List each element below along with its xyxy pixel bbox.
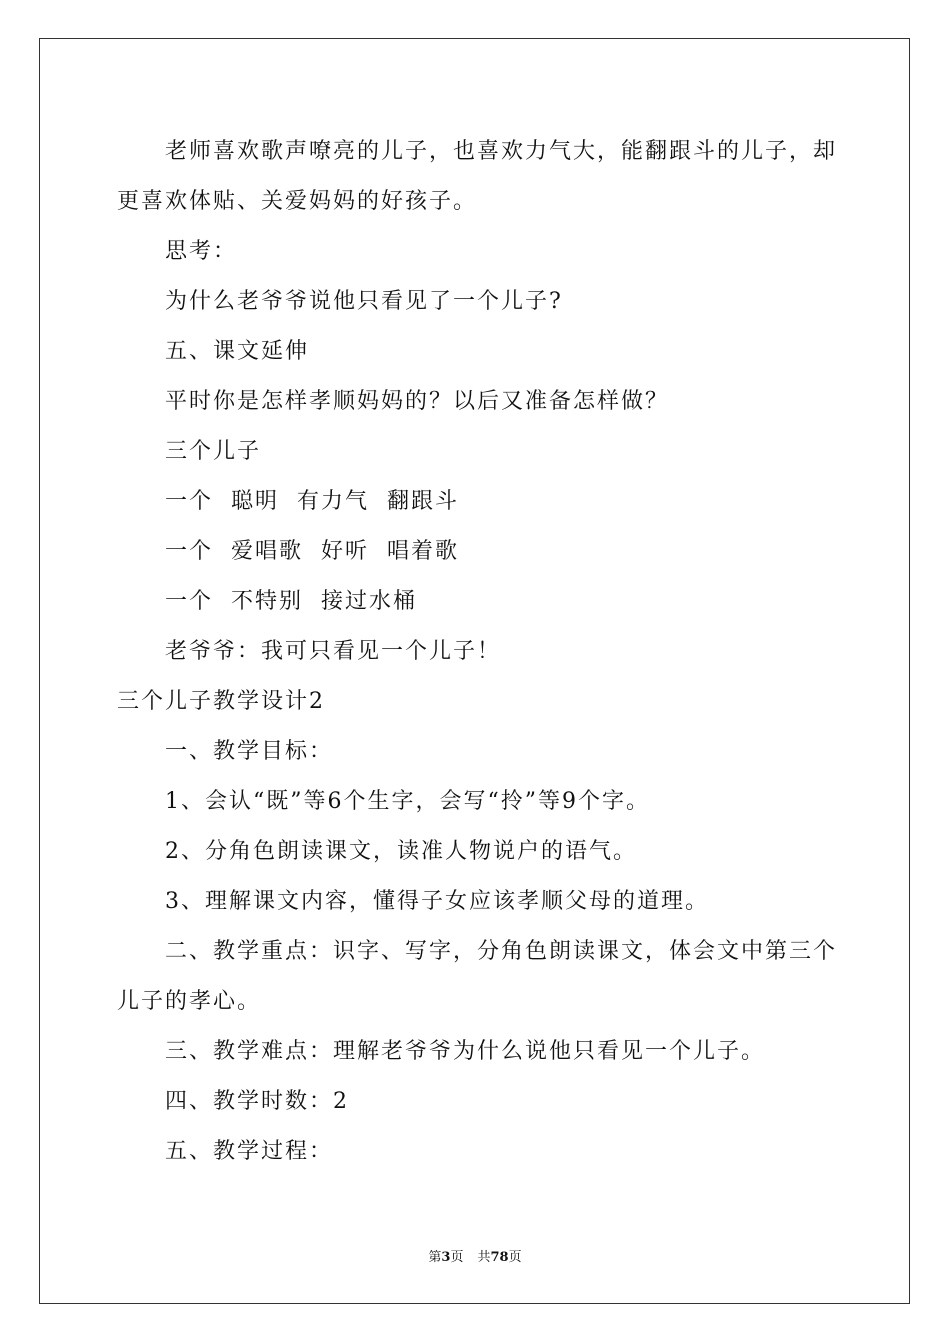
total-prefix: 共 <box>477 1250 491 1265</box>
page-number: 3 <box>441 1250 451 1265</box>
paragraph: 思考： <box>165 239 238 264</box>
page-suffix: 页 <box>450 1250 464 1265</box>
board-line: 一个 不特别 接过水桶 <box>165 589 417 614</box>
section-heading: 四、教学时数：2 <box>165 1089 349 1114</box>
list-item: 1、会认“既”等6个生字，会写“拎”等9个字。 <box>165 789 650 814</box>
board-line: 一个 聪明 有力气 翻跟斗 <box>165 489 459 514</box>
list-item: 2、分角色朗读课文，读准人物说户的语气。 <box>165 839 637 864</box>
paragraph: 儿子的孝心。 <box>117 989 262 1014</box>
section-heading: 二、教学重点：识字、写字，分角色朗读课文，体会文中第三个 <box>165 939 838 964</box>
board-title: 三个儿子 <box>165 439 262 464</box>
total-suffix: 页 <box>508 1250 522 1265</box>
page-prefix: 第 <box>428 1250 442 1265</box>
section-heading: 五、课文延伸 <box>165 339 310 364</box>
document-title: 三个儿子教学设计2 <box>117 689 325 714</box>
section-heading: 五、教学过程： <box>165 1139 334 1164</box>
section-heading: 三、教学难点：理解老爷爷为什么说他只看见一个儿子。 <box>165 1039 766 1064</box>
document-body <box>117 127 837 1177</box>
paragraph: 为什么老爷爷说他只看见了一个儿子? <box>165 289 563 314</box>
board-line: 一个 爱唱歌 好听 唱着歌 <box>165 539 459 564</box>
list-item: 3、理解课文内容，懂得子女应该孝顺父母的道理。 <box>165 889 709 914</box>
total-pages: 78 <box>490 1250 509 1265</box>
paragraph: 平时你是怎样孝顺妈妈的？以后又准备怎样做？ <box>165 389 670 414</box>
paragraph: 更喜欢体贴、关爱妈妈的好孩子。 <box>117 189 478 214</box>
paragraph: 老师喜欢歌声嘹亮的儿子，也喜欢力气大，能翻跟斗的儿子，却 <box>165 139 838 164</box>
page-footer <box>0 1246 950 1265</box>
section-heading: 一、教学目标： <box>165 739 334 764</box>
board-line: 老爷爷：我可只看见一个儿子！ <box>165 639 502 664</box>
